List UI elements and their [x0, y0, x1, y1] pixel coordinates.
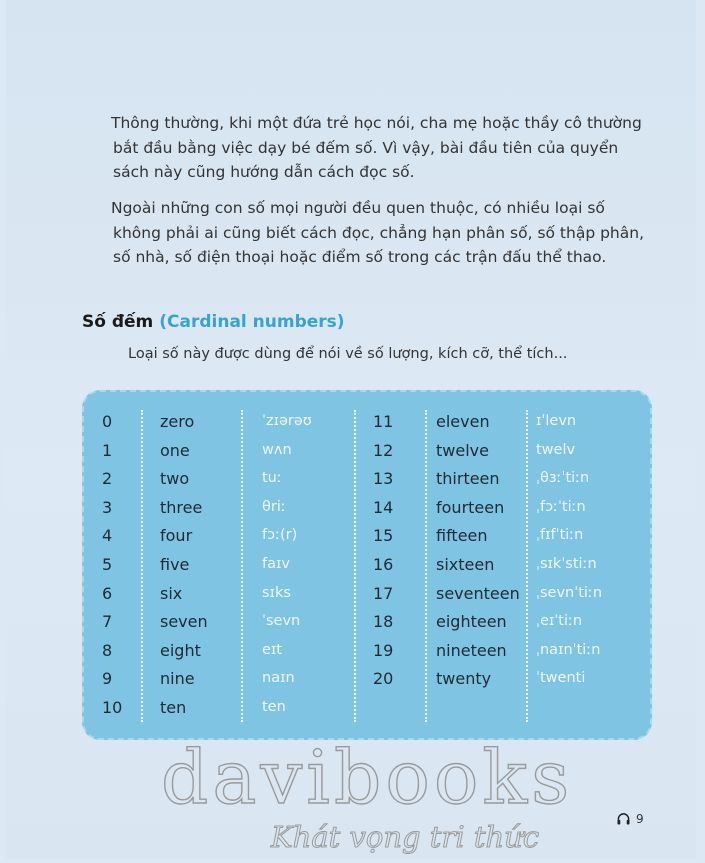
word-cell: twelve	[436, 440, 489, 460]
ipa-cell: ˌnaɪnˈtiːn	[536, 641, 601, 658]
word-cell: four	[160, 526, 193, 546]
section-title-en: (Cardinal numbers)	[159, 312, 345, 332]
word-cell: nine	[160, 669, 195, 689]
word-cell: one	[160, 440, 190, 460]
number-cell: 10	[102, 698, 123, 717]
ipa-cell: ˈzɪərəʊ	[262, 413, 312, 429]
ipa-cell: ˌeɪˈtiːn	[536, 613, 583, 630]
number-cell: 8	[102, 640, 113, 660]
page-number	[617, 812, 644, 826]
ipa-cell: ten	[262, 699, 286, 715]
intro-paragraph-1: Thông thường, khi một đứa trẻ học nói, cha mẹ hoặc thầy cô thường bắt đầu bằng việc dạy bé đếm số. Vì vậy, bài đầu tiên của quyển sách này cũng hướng dẫn cách đọc số.	[111, 114, 642, 181]
number-cell: 20	[373, 669, 394, 689]
section-description: Loại số này được dùng để nói về số lượng, kích cỡ, thể tích...	[128, 346, 568, 362]
word-cell: ten	[160, 698, 187, 717]
number-cell: 15	[373, 526, 394, 546]
number-cell: 9	[102, 669, 113, 689]
brand-slogan: Khát vọng tri thức	[271, 820, 540, 854]
word-cell: twenty	[436, 669, 492, 689]
word-cell: five	[160, 555, 190, 574]
word-cell: two	[160, 469, 190, 489]
word-cell: fifteen	[436, 526, 488, 546]
word-cell: three	[160, 497, 203, 517]
word-cell: seventeen	[436, 583, 520, 603]
number-cell: 12	[373, 440, 394, 460]
headphones-icon	[617, 813, 630, 825]
ipa-cell: twelv	[536, 441, 576, 458]
number-cell: 16	[373, 555, 394, 574]
section-title	[82, 312, 345, 332]
ipa-cell: naɪn	[262, 670, 295, 687]
ipa-cell: ˌθɜːˈtiːn	[536, 470, 590, 487]
ipa-cell: tuː	[262, 470, 282, 487]
ipa-cell: fɔː(r)	[262, 527, 298, 544]
number-cell: 11	[373, 412, 394, 431]
word-cell: eighteen	[436, 612, 507, 632]
number-cell: 3	[102, 497, 113, 517]
column-divider	[354, 410, 356, 722]
ipa-cell: wʌn	[262, 441, 292, 458]
number-cell: 5	[102, 555, 113, 574]
word-cell: fourteen	[436, 497, 505, 517]
ipa-cell: ˌfɪfˈtiːn	[536, 527, 584, 544]
column-divider	[526, 410, 528, 722]
word-cell: sixteen	[436, 555, 495, 574]
intro-paragraph-2: Ngoài những con số mọi người đều quen thuộc, có nhiều loại số không phải ai cũng biết cách đọc, chẳng hạn phân số, số thập phân, số nhà, số điện thoại hoặc điểm số trong các trận đấu thể thao.	[111, 199, 645, 266]
number-cell: 1	[102, 440, 113, 460]
ipa-cell: ɪˈlevn	[536, 413, 577, 429]
word-cell: seven	[160, 612, 208, 632]
brand-watermark: davibooks	[161, 735, 574, 821]
number-cell: 19	[373, 640, 394, 660]
ipa-cell: ˌfɔːˈtiːn	[536, 498, 586, 515]
number-cell: 6	[102, 583, 113, 603]
ipa-cell: ˌsɪkˈstiːn	[536, 556, 597, 572]
number-cell: 2	[102, 469, 113, 489]
word-cell: nineteen	[436, 640, 507, 660]
word-cell: eight	[160, 640, 201, 660]
number-cell: 13	[373, 469, 394, 489]
number-cell: 4	[102, 526, 113, 546]
number-cell: 7	[102, 612, 113, 632]
word-cell: eleven	[436, 412, 490, 431]
number-cell: 17	[373, 583, 394, 603]
column-divider	[141, 410, 143, 722]
word-cell: thirteen	[436, 469, 500, 489]
ipa-cell: faɪv	[262, 556, 290, 572]
word-cell: zero	[160, 412, 195, 431]
cardinal-numbers-table	[82, 390, 652, 740]
number-cell: 18	[373, 612, 394, 632]
section-title-vi: Số đếm	[82, 312, 154, 332]
word-cell: six	[160, 583, 183, 603]
number-cell: 0	[102, 412, 113, 431]
book-page	[6, 0, 696, 858]
ipa-cell: sɪks	[262, 584, 291, 601]
ipa-cell: θriː	[262, 498, 286, 515]
column-divider	[241, 410, 243, 722]
column-divider	[425, 410, 427, 722]
page-number-label: 9	[636, 812, 644, 826]
ipa-cell: ˈsevn	[262, 613, 301, 630]
ipa-cell: ˌsevnˈtiːn	[536, 584, 603, 601]
number-cell: 14	[373, 497, 394, 517]
ipa-cell: ˈtwenti	[536, 670, 586, 687]
ipa-cell: eɪt	[262, 641, 282, 658]
